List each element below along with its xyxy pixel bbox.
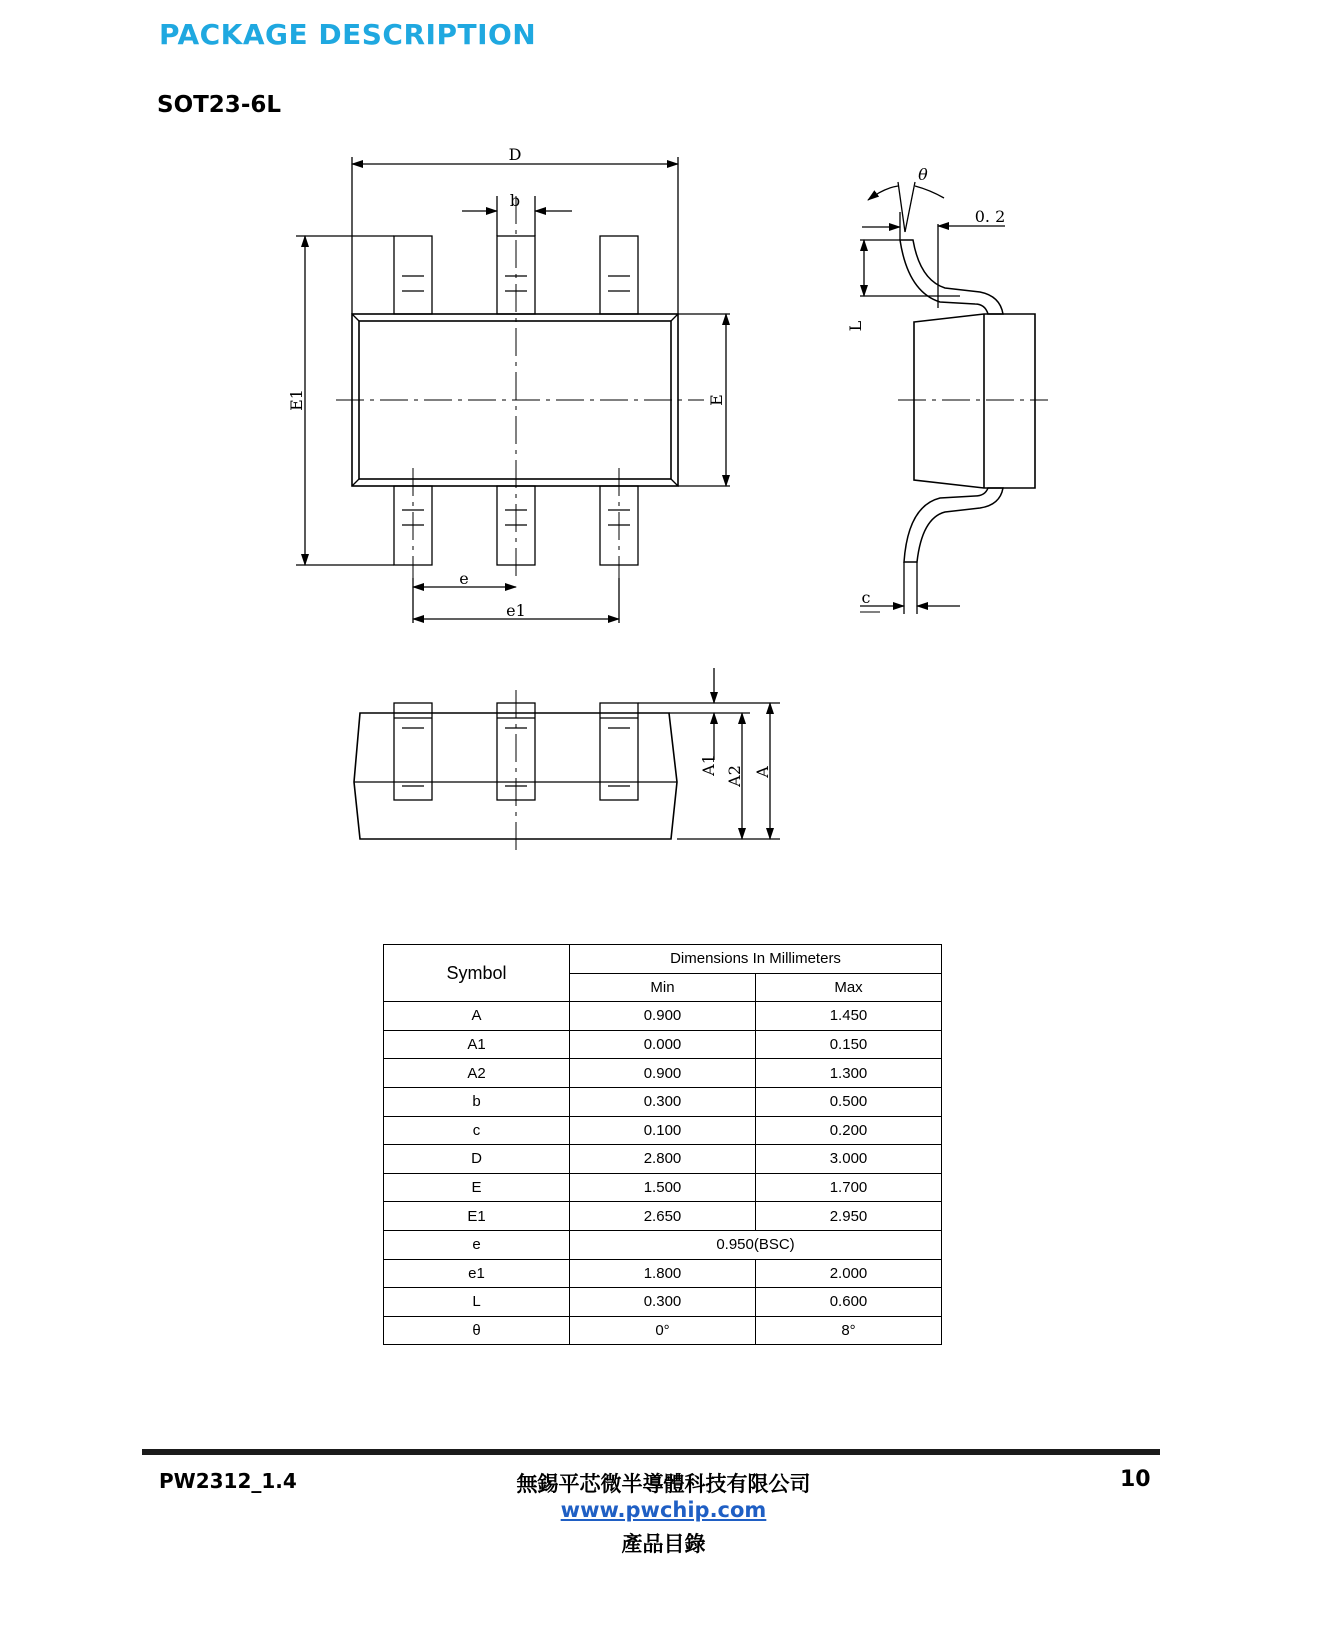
row-min: 0.300 xyxy=(570,1087,756,1116)
row-max: 0.500 xyxy=(756,1087,942,1116)
table-row xyxy=(384,1002,942,1031)
dim-E1-label: E1 xyxy=(287,389,306,411)
row-min: 0.300 xyxy=(570,1288,756,1317)
min-header: Min xyxy=(570,973,756,1002)
lead-top-1 xyxy=(394,236,432,314)
row-max: 0.600 xyxy=(756,1288,942,1317)
row-min: 0.900 xyxy=(570,1002,756,1031)
row-min: 0.000 xyxy=(570,1030,756,1059)
row-min: 2.800 xyxy=(570,1145,756,1174)
side-view-body xyxy=(914,314,1035,488)
row-max: 0.150 xyxy=(756,1030,942,1059)
theta-arc-left xyxy=(868,186,898,200)
dim-A-label: A xyxy=(753,766,772,778)
row-min: 0.100 xyxy=(570,1116,756,1145)
row-min: 2.650 xyxy=(570,1202,756,1231)
package-name: SOT23-6L xyxy=(157,92,282,118)
dim-b-label: b xyxy=(509,191,521,210)
dim-E-label: E xyxy=(707,394,726,406)
website-link[interactable]: www.pwchip.com xyxy=(560,1498,767,1522)
row-max: 2.950 xyxy=(756,1202,942,1231)
company-name: 無錫平芯微半導體科技有限公司 xyxy=(516,1472,811,1496)
row-min: 0° xyxy=(570,1316,756,1345)
document-id: PW2312_1.4 xyxy=(159,1469,297,1493)
row-min: 1.800 xyxy=(570,1259,756,1288)
lead-top-3 xyxy=(600,236,638,314)
row-max: 0.200 xyxy=(756,1116,942,1145)
dim-L-label: L xyxy=(846,320,865,332)
side-view-lead-upper xyxy=(900,240,1003,314)
table-row xyxy=(384,1059,942,1088)
row-symbol: A2 xyxy=(384,1059,570,1088)
row-max: 1.700 xyxy=(756,1173,942,1202)
dim-D-label: D xyxy=(508,145,522,164)
theta-arc-right xyxy=(915,186,944,198)
table-row xyxy=(384,1116,942,1145)
dim-A1-label: A1 xyxy=(699,754,718,776)
table-row xyxy=(384,1087,942,1116)
table-row xyxy=(384,1145,942,1174)
row-symbol: e1 xyxy=(384,1259,570,1288)
dimensions-table xyxy=(383,944,942,1345)
row-symbol: e xyxy=(384,1230,570,1259)
row-max: 8° xyxy=(756,1316,942,1345)
top-view xyxy=(287,145,730,623)
section-title: PACKAGE DESCRIPTION xyxy=(159,18,537,51)
row-symbol: b xyxy=(384,1087,570,1116)
row-max: 1.300 xyxy=(756,1059,942,1088)
row-symbol: L xyxy=(384,1288,570,1317)
row-symbol: E1 xyxy=(384,1202,570,1231)
table-row xyxy=(384,1316,942,1345)
row-max: 1.450 xyxy=(756,1002,942,1031)
row-symbol: A xyxy=(384,1002,570,1031)
dimensions-header: Dimensions In Millimeters xyxy=(570,945,942,974)
table-row xyxy=(384,1173,942,1202)
front-view xyxy=(354,668,780,850)
table-row xyxy=(384,1259,942,1288)
max-header: Max xyxy=(756,973,942,1002)
dim-e1-label: e1 xyxy=(506,601,526,620)
catalog-label: 產品目錄 xyxy=(621,1532,706,1556)
table-row xyxy=(384,1288,942,1317)
dim-A2-label: A2 xyxy=(725,765,744,787)
symbol-header: Symbol xyxy=(384,945,570,1002)
row-min: 0.900 xyxy=(570,1059,756,1088)
row-max: 3.000 xyxy=(756,1145,942,1174)
front-view-body xyxy=(354,713,677,839)
row-symbol: c xyxy=(384,1116,570,1145)
row-max: 2.000 xyxy=(756,1259,942,1288)
dim-0.2-label: 0. 2 xyxy=(974,207,1006,226)
table-row xyxy=(384,1030,942,1059)
table-row xyxy=(384,1202,942,1231)
side-view xyxy=(846,165,1048,614)
row-span-value: 0.950(BSC) xyxy=(570,1230,942,1259)
page-number: 10 xyxy=(1120,1467,1151,1492)
dim-c-label: c xyxy=(861,588,871,607)
table-row xyxy=(384,1230,942,1259)
side-view-lead-lower xyxy=(904,488,1003,562)
row-symbol: D xyxy=(384,1145,570,1174)
row-symbol: A1 xyxy=(384,1030,570,1059)
dim-e-label: e xyxy=(459,569,469,588)
row-min: 1.500 xyxy=(570,1173,756,1202)
theta-label: θ xyxy=(918,165,928,184)
row-symbol: E xyxy=(384,1173,570,1202)
footer-divider xyxy=(142,1449,1160,1455)
row-symbol: θ xyxy=(384,1316,570,1345)
